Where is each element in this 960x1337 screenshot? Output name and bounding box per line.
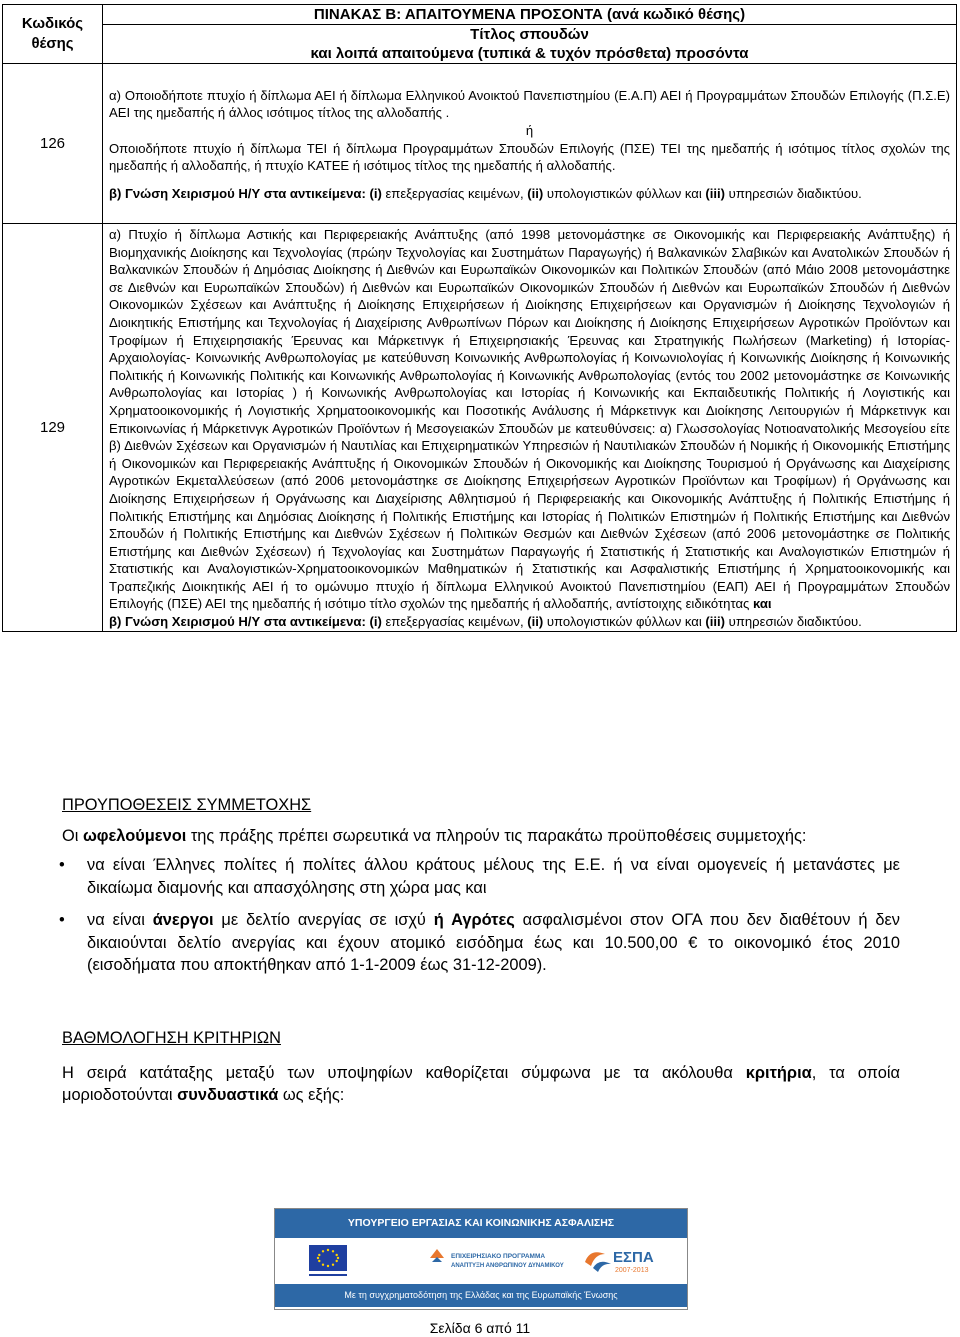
position-code: 126 [3, 64, 103, 224]
title-column-header-line-1: Τίτλος σπουδών [470, 26, 589, 43]
requirement-b: β) Γνώση Χειρισμού Η/Υ στα αντικείμενα: (i) επεξεργασίας κειμένων, (ii) υπολογιστικών φύλλων και (iii) υπηρεσιών διαδικτύου. [109, 614, 862, 630]
program-logo-icon [430, 1249, 444, 1262]
conditions-intro: Οι ωφελούμενοι της πράξης πρέπει σωρευτικά να πληρούν τις παρακάτω προϋποθέσεις συμμετοχής: [62, 826, 807, 845]
espa-years: 2007-2013 [615, 1267, 649, 1274]
bullet-icon: • [59, 911, 65, 929]
or-separator: ή [525, 122, 534, 138]
conditions-list [59, 854, 900, 977]
page-number: Σελίδα 6 από 11 [429, 1320, 531, 1336]
ministry-title: ΥΠΟΥΡΓΕΙΟ ΕΡΓΑΣΙΑΣ ΚΑΙ ΚΟΙΝΩΝΙΚΗΣ ΑΣΦΑΛΙΣΗΣ [275, 1209, 687, 1238]
title-column-header [103, 25, 957, 64]
conditions-heading: ΠΡΟΥΠΟΘΕΣΕΙΣ ΣΥΜΜΕΤΟΧΗΣ [62, 796, 312, 814]
table-caption: ΠΙΝΑΚΑΣ Β: ΑΠΑΙΤΟΥΜΕΝΑ ΠΡΟΣΟΝΤΑ (ανά κωδικό θέσης) [103, 5, 957, 25]
participation-conditions [59, 794, 900, 987]
requirement-a: α) Οποιοδήποτε πτυχίο ή δίπλωμα ΑΕΙ ή δίπλωμα Ελληνικού Ανοικτού Πανεπιστημίου (Ε.Α.Π) ΑΕΙ ή Προγραμμάτων Σπουδών Επιλογής (Π.Σ.Ε) ΑΕΙ της ημεδαπής ή άλλος ισότιμος τίτλος της αλλοδαπής . [109, 87, 950, 121]
requirement-a-alternative: Οποιοδήποτε πτυχίο ή δίπλωμα ΤΕΙ ή δίπλωμα Προγραμμάτων Σπουδών Επιλογής (ΠΣΕ) ΤΕΙ της ημεδαπής ή ισότιμος τίτλος σχολών της ημεδαπής ή αλλοδαπής, ή πτυχίο ΚΑΤΕΕ ή ισότιμος τίτλος της ημεδαπής ή αλλοδαπής. [109, 140, 950, 174]
criteria-scoring [62, 1027, 900, 1107]
requirement-b: β) Γνώση Χειρισμού Η/Υ στα αντικείμενα: (i) επεξεργασίας κειμένων, (ii) υπολογιστικών φύλλων και (iii) υπηρεσιών διαδικτύου. [109, 185, 862, 201]
program-line-1: ΕΠΙΧΕΙΡΗΣΙΑΚΟ ΠΡΟΓΡΑΜΜΑ [451, 1253, 546, 1260]
title-column-header-line-2: και λοιπά απαιτούμενα (τυπικά & τυχόν πρόσθετα) προσόντα [310, 45, 749, 62]
espa-logo-icon [585, 1252, 611, 1272]
scoring-text: Η σειρά κατάταξης μεταξύ των υποψηφίων καθορίζεται σύμφωνα με τα ακόλουθα κριτήρια, τα οποία μοριοδοτούνται συνδυαστικά ως εξής: [62, 1063, 900, 1104]
bullet-icon: • [59, 856, 65, 874]
code-column-header: Κωδικός θέσης [3, 5, 103, 64]
qualifications-cell [103, 64, 957, 224]
banner-logos [275, 1238, 687, 1284]
table-row [3, 224, 957, 632]
table-row [3, 64, 957, 224]
requirement-a: α) Πτυχίο ή δίπλωμα Αστικής και Περιφερειακής Ανάπτυξης (από 1998 μετονομάστηκε σε Οικονομικής και Περιφερειακής Ανάπτυξης) ή Βιομηχανικής Διοίκησης και Τεχνολογίας (πρώην Τεχνολογίας και Συστημάτων Παραγωγής) ή Βαλκανικών Σλαβικών και Ανατολικών Σπουδών ή Βαλκανικών Σπουδών ή Δημόσιας Διοίκησης ή Διεθνών και Ευρωπαϊκών Οικονομικών και Πολιτικών Σπουδών (από Μάιο 2008 μετονομάστηκε σε Διεθνών και Ευρωπαϊκών Σπουδών) ή Διεθνών και Ευρωπαϊκών Οικονομικών Σπουδών ή Διεθνών και Ευρωπαϊκών Σπουδών ή Διεθνών Οικονομικών Σχέσεων και Ανάπτυξης ή Διοίκησης Επιχειρήσεων ή Διοίκησης Επιχειρήσεων και Οργανισμών ή Διοίκησης Τεχνολογιών ή Διοικητικής Επιστήμης και Τεχνολογίας ή Διαχείρισης Ανθρωπίνων Πόρων και Διοίκησης ή Διοίκησης Επιχειρήσεων Αγροτικών Προϊόντων και Τροφίμων ή Επιχειρησιακής Έρευνας και Μάρκετινγκ ή Επιχειρησιακής Έρευνας και Στρατηγικής Πωλήσεων (Marketing) ή Ιστορίας- Αρχαιολογίας- Κοινωνικής Ανθρωπολογίας με κατεύθυνση Κοινωνικής Ανθρωπολογίας ή Κοινωνιολογίας ή Κοινωνικής Διοίκησης ή Κοινωνικής Πολιτικής ή Κοινωνικής Πολιτικής και Κοινωνικής Ανθρωπολογίας ή Κοινωνικής Ανθρωπολογίας (εντός του 2002 μετονομάστηκε σε Κοινωνικής Ανθρωπολογίας και Ιστορίας ) ή Κοινωνικής Ανθρωπολογίας και Ιστορίας ή Κοινωνικής και Εκπαιδευτικής Πολιτικής ή Λογιστικής και Χρηματοοικονομικής ή Λογιστικής Χρηματοοικονομικής και Ποσοτικής Ανάλυσης ή Μάρκετινγκ και Διοίκησης Λειτουργιών ή Μάρκετινγκ και Επικοινωνίας ή Μάρκετινγκ Αγροτικών Προϊόντων ή Μεσογειακών Σπουδών με κατευθύνσεις: α) Γλωσσολογίας Νοτιοανατολικής Μεσογείου είτε β) Διεθνών Σχέσεων και Οργανισμών ή Ναυτιλίας και Επιχειρηματικών Υπηρεσιών ή Ναυτιλιακών Σπουδών ή Νομικής ή Οικονομικής Επιστήμης ή Οικονομικών και Περιφερειακής Ανάπτυξης ή Οικονομικών Σπουδών ή Οικονομικής και Διοίκησης Τουρισμού ή Οργάνωσης και Διαχείρισης Αγροτικών Εκμεταλλεύσεων (από 2006 μετονομάστηκε σε Διοίκησης Επιχειρήσεων Αγροτικών Προϊόντων και Τροφίμων) ή Οργάνωσης και Διοίκησης Επιχειρήσεων ή Οργάνωσης και Διαχείρισης Αθλητισμού ή Περιφερειακής και Οικονομικής Ανάπτυξης ή Πολιτικής Επιστήμης ή Πολιτικής Επιστήμης και Δημόσιας Διοίκησης ή Πολιτικής Επιστήμης και Ιστορίας ή Πολιτικών Επιστημών ή Πολιτικής Επιστήμης και Διεθνών Σπουδών ή Πολιτικής Επιστήμης και Διεθνών Σχέσεων ή Πολιτικών Θεσμών και Διεθνών Σχέσεων (από 2006 μετονομάστηκε σε Πολιτικής Επιστήμης και Διεθνών Σχέσεων) ή Τεχνολογίας και Συστημάτων Παραγωγής ή Στατιστικής ή Στατιστικής και Αναλογιστικών Επιστημών ή Στατιστικής και Αναλογιστικών-Χρηματοοικονομικών Μαθηματικών ή Στατιστικής και Ασφαλιστικής Επιστήμης ή Χρηματοοικονομικής και Τραπεζικής Διοικητικής ΑΕΙ ή το ομώνυμο πτυχίο ή δίπλωμα Ελληνικού Ανοικτού Πανεπιστημίου (ΕΑΠ) ΑΕΙ ή Προγραμμάτων Σπουδών Επιλογής (ΠΣΕ) ΑΕΙ της ημεδαπής ή ισότιμο τίτλο σχολών της ημεδαπής ή αλλοδαπής, αντίστοιχης ειδικότητας και [109, 227, 950, 612]
cofunding-note: Με τη συγχρηματοδότηση της Ελλάδας και της Ευρωπαϊκής Ένωσης [275, 1284, 687, 1307]
list-item: • να είναι άνεργοι με δελτίο ανεργίας σε ισχύ ή Αγρότες ασφαλισμένοι στον ΟΓΑ που δεν διαθέτουν ή δεν δικαιούνται δελτίο ανεργίας και έχουν ατομικό εισόδημα έως και 10.500,00 € το οικονομικό έτος 2010 (εισοδήματα που αποκτήθηκαν από 1-1-2009 έως 31-12-2009). [59, 911, 900, 974]
program-line-2: ΑΝΑΠΤΥΞΗ ΑΝΘΡΩΠΙΝΟΥ ΔΥΝΑΜΙΚΟΥ [451, 1263, 564, 1269]
qualifications-cell [103, 224, 957, 632]
requirements-table [2, 4, 957, 632]
funding-banner [274, 1208, 688, 1310]
scoring-heading: ΒΑΘΜΟΛΟΓΗΣΗ ΚΡΙΤΗΡΙΩΝ [62, 1029, 281, 1047]
espa-text: ΕΣΠΑ [613, 1249, 654, 1266]
list-item: • να είναι Έλληνες πολίτες ή πολίτες άλλου κράτους μέλους της Ε.Ε. ή να είναι ομογενείς ή μετανάστες με δικαίωμα διαμονής και απασχόλησης στη χώρα μας και [59, 856, 900, 897]
position-code: 129 [3, 224, 103, 632]
